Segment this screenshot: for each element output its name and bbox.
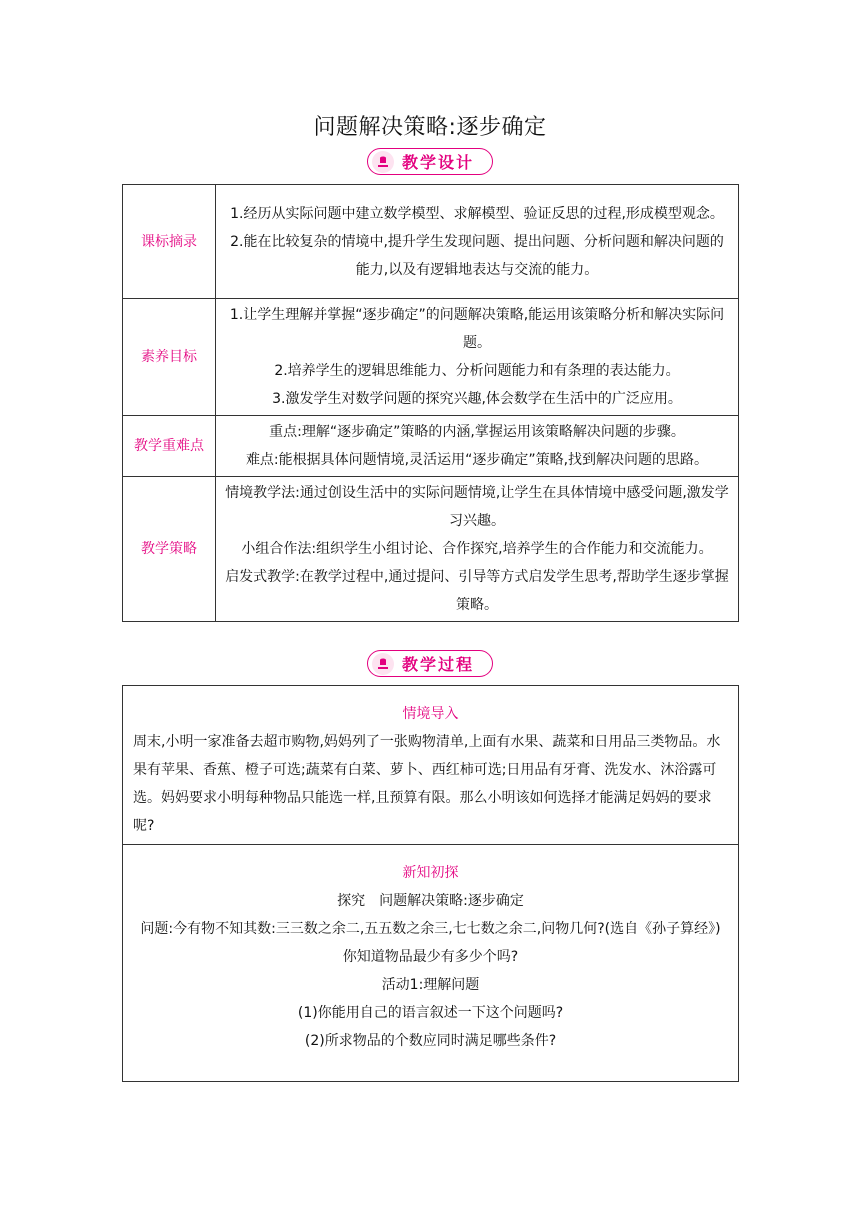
row-label: 素养目标	[123, 299, 216, 416]
design-badge-label: 教学设计	[402, 153, 475, 172]
row-label: 教学重难点	[123, 416, 216, 477]
design-badge	[367, 148, 493, 175]
row-content	[216, 416, 739, 477]
process-badge	[367, 650, 493, 677]
table-row	[123, 477, 739, 622]
problem-text: 问题:今有物不知其数:三三数之余二,五五数之余三,七七数之余二,问物几何?(选自《孙子算经》)	[140, 921, 721, 937]
question-text: 你知道物品最少有多少个吗?	[342, 949, 519, 965]
content-line: 3.激发学生对数学问题的探究兴趣,体会数学在生活中的广泛应用。	[272, 391, 682, 407]
row-content	[216, 299, 739, 416]
badge-icon	[372, 151, 394, 173]
process-badge-label: 教学过程	[402, 655, 475, 674]
intro-section	[123, 686, 738, 844]
badge-icon	[372, 653, 394, 675]
process-box	[122, 685, 739, 1082]
question-1: (1)你能用自己的语言叙述一下这个问题吗?	[297, 1005, 564, 1021]
content-line: 2.培养学生的逻辑思维能力、分析问题能力和有条理的表达能力。	[274, 363, 680, 379]
row-label: 课标摘录	[123, 185, 216, 299]
content-line: 小组合作法:组织学生小组讨论、合作探究,培养学生的合作能力和交流能力。	[241, 541, 713, 557]
row-content	[216, 185, 739, 299]
row-label: 教学策略	[123, 477, 216, 622]
row-content	[216, 477, 739, 622]
page-title: 问题解决策略:逐步确定	[313, 115, 547, 140]
content-line: 1.让学生理解并掌握“逐步确定”的问题解决策略,能运用该策略分析和解决实际问题。	[229, 307, 725, 351]
content-line: 重点:理解“逐步确定”策略的内涵,掌握运用该策略解决问题的步骤。	[269, 424, 685, 440]
section-subtitle: 探究 问题解决策略:逐步确定	[337, 893, 524, 909]
content-line: 1.经历从实际问题中建立数学模型、求解模型、验证反思的过程,形成模型观念。	[230, 205, 724, 222]
section-text: 周末,小明一家准备去超市购物,妈妈列了一张购物清单,上面有水果、蔬菜和日用品三类物品。水果有苹果、香蕉、橙子可选;蔬菜有白菜、萝卜、西红柿可选;日用品有牙膏、洗发水、沐浴露可选。妈妈要求小明每种物品只能选一样,且预算有限。那么小明该如何选择才能满足妈妈的要求呢?	[133, 734, 721, 834]
activity-title: 活动1:理解问题	[381, 977, 480, 993]
section-title: 新知初探	[402, 865, 459, 881]
content-line: 难点:能根据具体问题情境,灵活运用“逐步确定”策略,找到解决问题的思路。	[245, 452, 709, 468]
question-2: (2)所求物品的个数应同时满足哪些条件?	[304, 1033, 557, 1049]
explore-section	[123, 844, 738, 1081]
content-line: 情境教学法:通过创设生活中的实际问题情境,让学生在具体情境中感受问题,激发学习兴趣。	[225, 485, 729, 529]
table-row	[123, 299, 739, 416]
content-line: 2.能在比较复杂的情境中,提升学生发现问题、提出问题、分析问题和解决问题的能力,以及有逻辑地表达与交流的能力。	[230, 233, 724, 278]
content-line: 启发式教学:在教学过程中,通过提问、引导等方式启发学生思考,帮助学生逐步掌握策略。	[225, 569, 729, 613]
table-row	[123, 416, 739, 477]
design-table	[122, 184, 739, 622]
section-title: 情境导入	[402, 706, 459, 722]
table-row	[123, 185, 739, 299]
